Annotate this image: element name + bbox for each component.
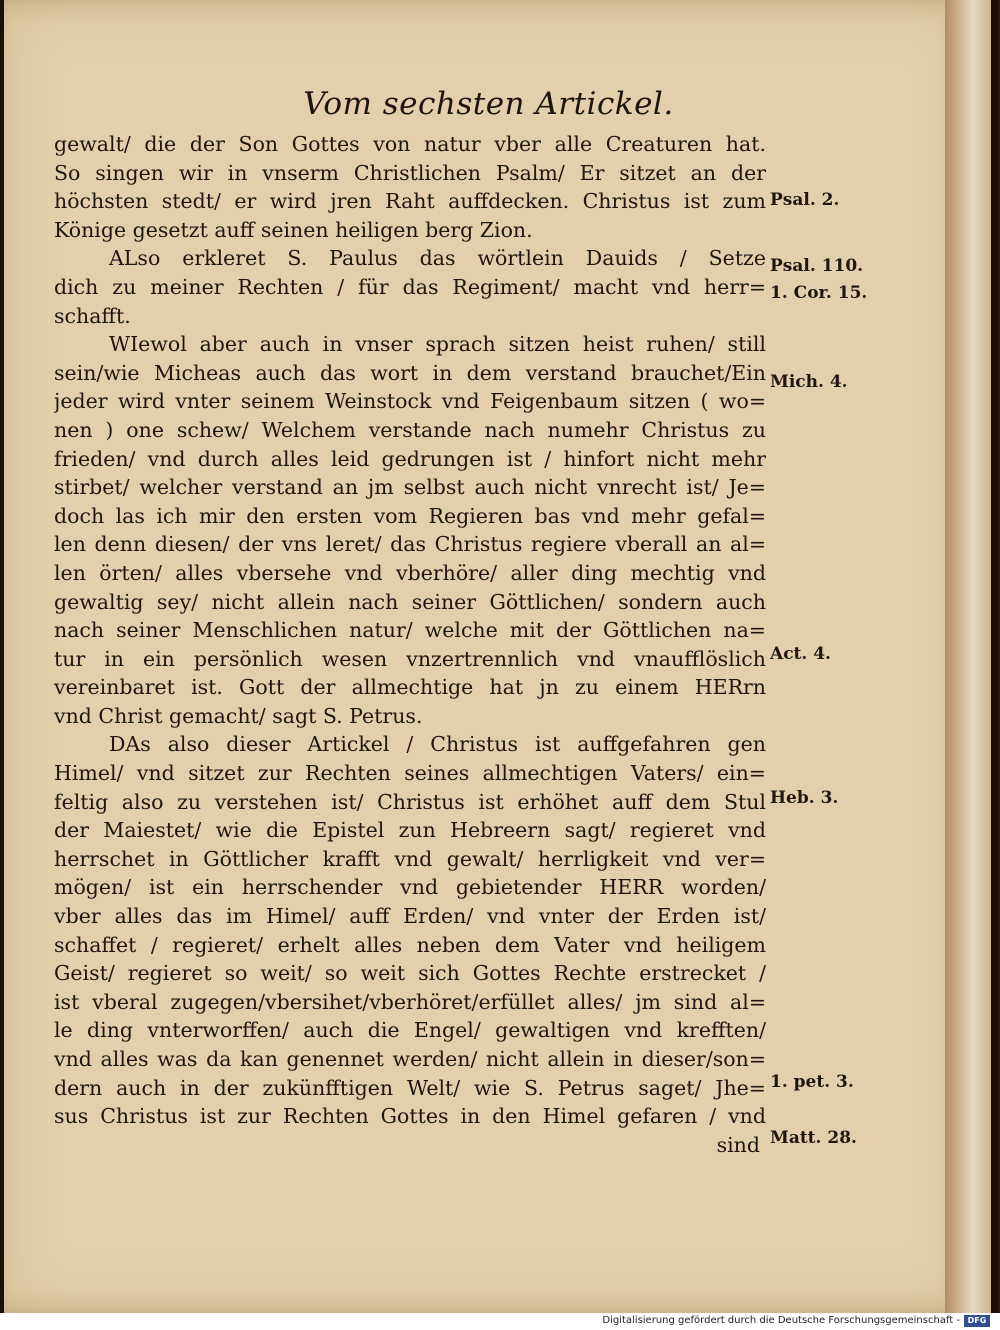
marginal-note: Mich. 4. — [770, 372, 848, 392]
text-line: So singen wir in vnserm Christlichen Psalm/ Er sitzet an der — [54, 160, 766, 185]
footer-bar — [0, 1313, 1000, 1330]
marginal-note: Psal. 110. — [770, 256, 864, 276]
funding-note: Digitalisierung gefördert durch die Deutsche Forschungsgemeinschaft - — [602, 1315, 960, 1326]
text-line: nach seiner Menschlichen natur/ welche mit der Göttlichen na= — [54, 618, 766, 643]
text-line: Himel/ vnd sitzet zur Rechten seines allmechtigen Vaters/ ein= — [54, 761, 766, 786]
text-line: WIewol aber auch in vnser sprach sitzen heist ruhen/ still — [109, 332, 766, 357]
text-line: ALso erkleret S. Paulus das wörtlein Dauids / Setze — [109, 246, 766, 271]
book-page — [4, 0, 973, 1313]
text-line: dich zu meiner Rechten / für das Regiment/ macht vnd herr= — [54, 274, 766, 299]
text-line: doch las ich mir den ersten vom Regieren bas vnd mehr gefal= — [54, 503, 766, 528]
text-line: stirbet/ welcher verstand an jm selbst auch nicht vnrecht ist/ Je= — [54, 475, 766, 500]
text-line: vnd Christ gemacht/ sagt S. Petrus. — [54, 703, 423, 728]
text-line: schaffet / regieret/ erhelt alles neben dem Vater vnd heiligem — [54, 932, 766, 957]
marginal-note: 1. Cor. 15. — [770, 283, 868, 303]
text-line: gewaltig sey/ nicht allein nach seiner Göttlichen/ sondern auch — [54, 589, 766, 614]
text-line: mögen/ ist ein herrschender vnd gebietender HERR worden/ — [54, 875, 766, 900]
marginal-note: 1. pet. 3. — [770, 1072, 854, 1092]
text-line: nen ) one schew/ Welchem verstande nach numehr Christus zu — [54, 417, 766, 442]
marginal-note: Act. 4. — [770, 644, 831, 664]
text-line: le ding vnterworffen/ auch die Engel/ gewaltigen vnd krefften/ — [54, 1018, 766, 1043]
text-line: len örten/ alles vbersehe vnd vberhöre/ aller ding mechtig vnd — [54, 560, 766, 585]
text-line: herrschet in Göttlicher krafft vnd gewalt/ herrligkeit vnd ver= — [54, 846, 766, 871]
marginal-note: Matt. 28. — [770, 1128, 857, 1148]
text-line: vber alles das im Himel/ auff Erden/ vnd vnter der Erden ist/ — [54, 904, 766, 929]
text-line: tur in ein persönlich wesen vnzertrennlich vnd vnaufflöslich — [54, 646, 766, 671]
text-line: feltig also zu verstehen ist/ Christus ist erhöhet auff dem Stul — [54, 789, 766, 814]
marginal-note: Heb. 3. — [770, 788, 839, 808]
text-line: sus Christus ist zur Rechten Gottes in den Himel gefaren / vnd — [54, 1104, 766, 1129]
text-line: vnd alles was da kan genennet werden/ nicht allein in dieser/son= — [54, 1047, 766, 1071]
catchword: sind — [716, 1132, 760, 1157]
text-line: jeder wird vnter seinem Weinstock vnd Feigenbaum sitzen ( wo= — [54, 389, 766, 414]
text-line: höchsten stedt/ er wird jren Raht auffdecken. Christus ist zum — [54, 189, 766, 214]
page-edge — [945, 0, 991, 1313]
running-head: Vom sechsten Artickel. — [303, 86, 674, 122]
text-line: DAs also dieser Artickel / Christus ist auffgefahren gen — [109, 732, 766, 757]
text-line: der Maiestet/ wie die Epistel zun Hebreern sagt/ regieret vnd — [54, 818, 766, 843]
text-line: len denn diesen/ der vns leret/ das Christus regiere vberall an al= — [54, 532, 766, 557]
text-line: ist vberal zugegen/vbersihet/vberhöret/erfüllet alles/ jm sind al= — [54, 989, 766, 1014]
body-text — [54, 130, 766, 1159]
marginal-note: Psal. 2. — [770, 190, 840, 210]
text-line: vereinbaret ist. Gott der allmechtige hat jn zu einem HERrn — [54, 675, 766, 700]
text-line: dern auch in der zukünfftigen Welt/ wie S. Petrus saget/ Jhe= — [54, 1075, 766, 1100]
text-line: sein/wie Micheas auch das wort in dem verstand brauchet/Ein — [54, 360, 766, 385]
text-line: frieden/ vnd durch alles leid gedrungen ist / hinfort nicht mehr — [54, 446, 766, 471]
text-line: schafft. — [54, 303, 131, 328]
dfg-logo: DFG — [964, 1315, 990, 1327]
text-line: gewalt/ die der Son Gottes von natur vber alle Creaturen hat. — [54, 132, 766, 156]
text-line: Könige gesetzt auff seinen heiligen berg Zion. — [54, 217, 533, 242]
text-line: Geist/ regieret so weit/ so weit sich Gottes Rechte erstrecket / — [54, 961, 766, 986]
